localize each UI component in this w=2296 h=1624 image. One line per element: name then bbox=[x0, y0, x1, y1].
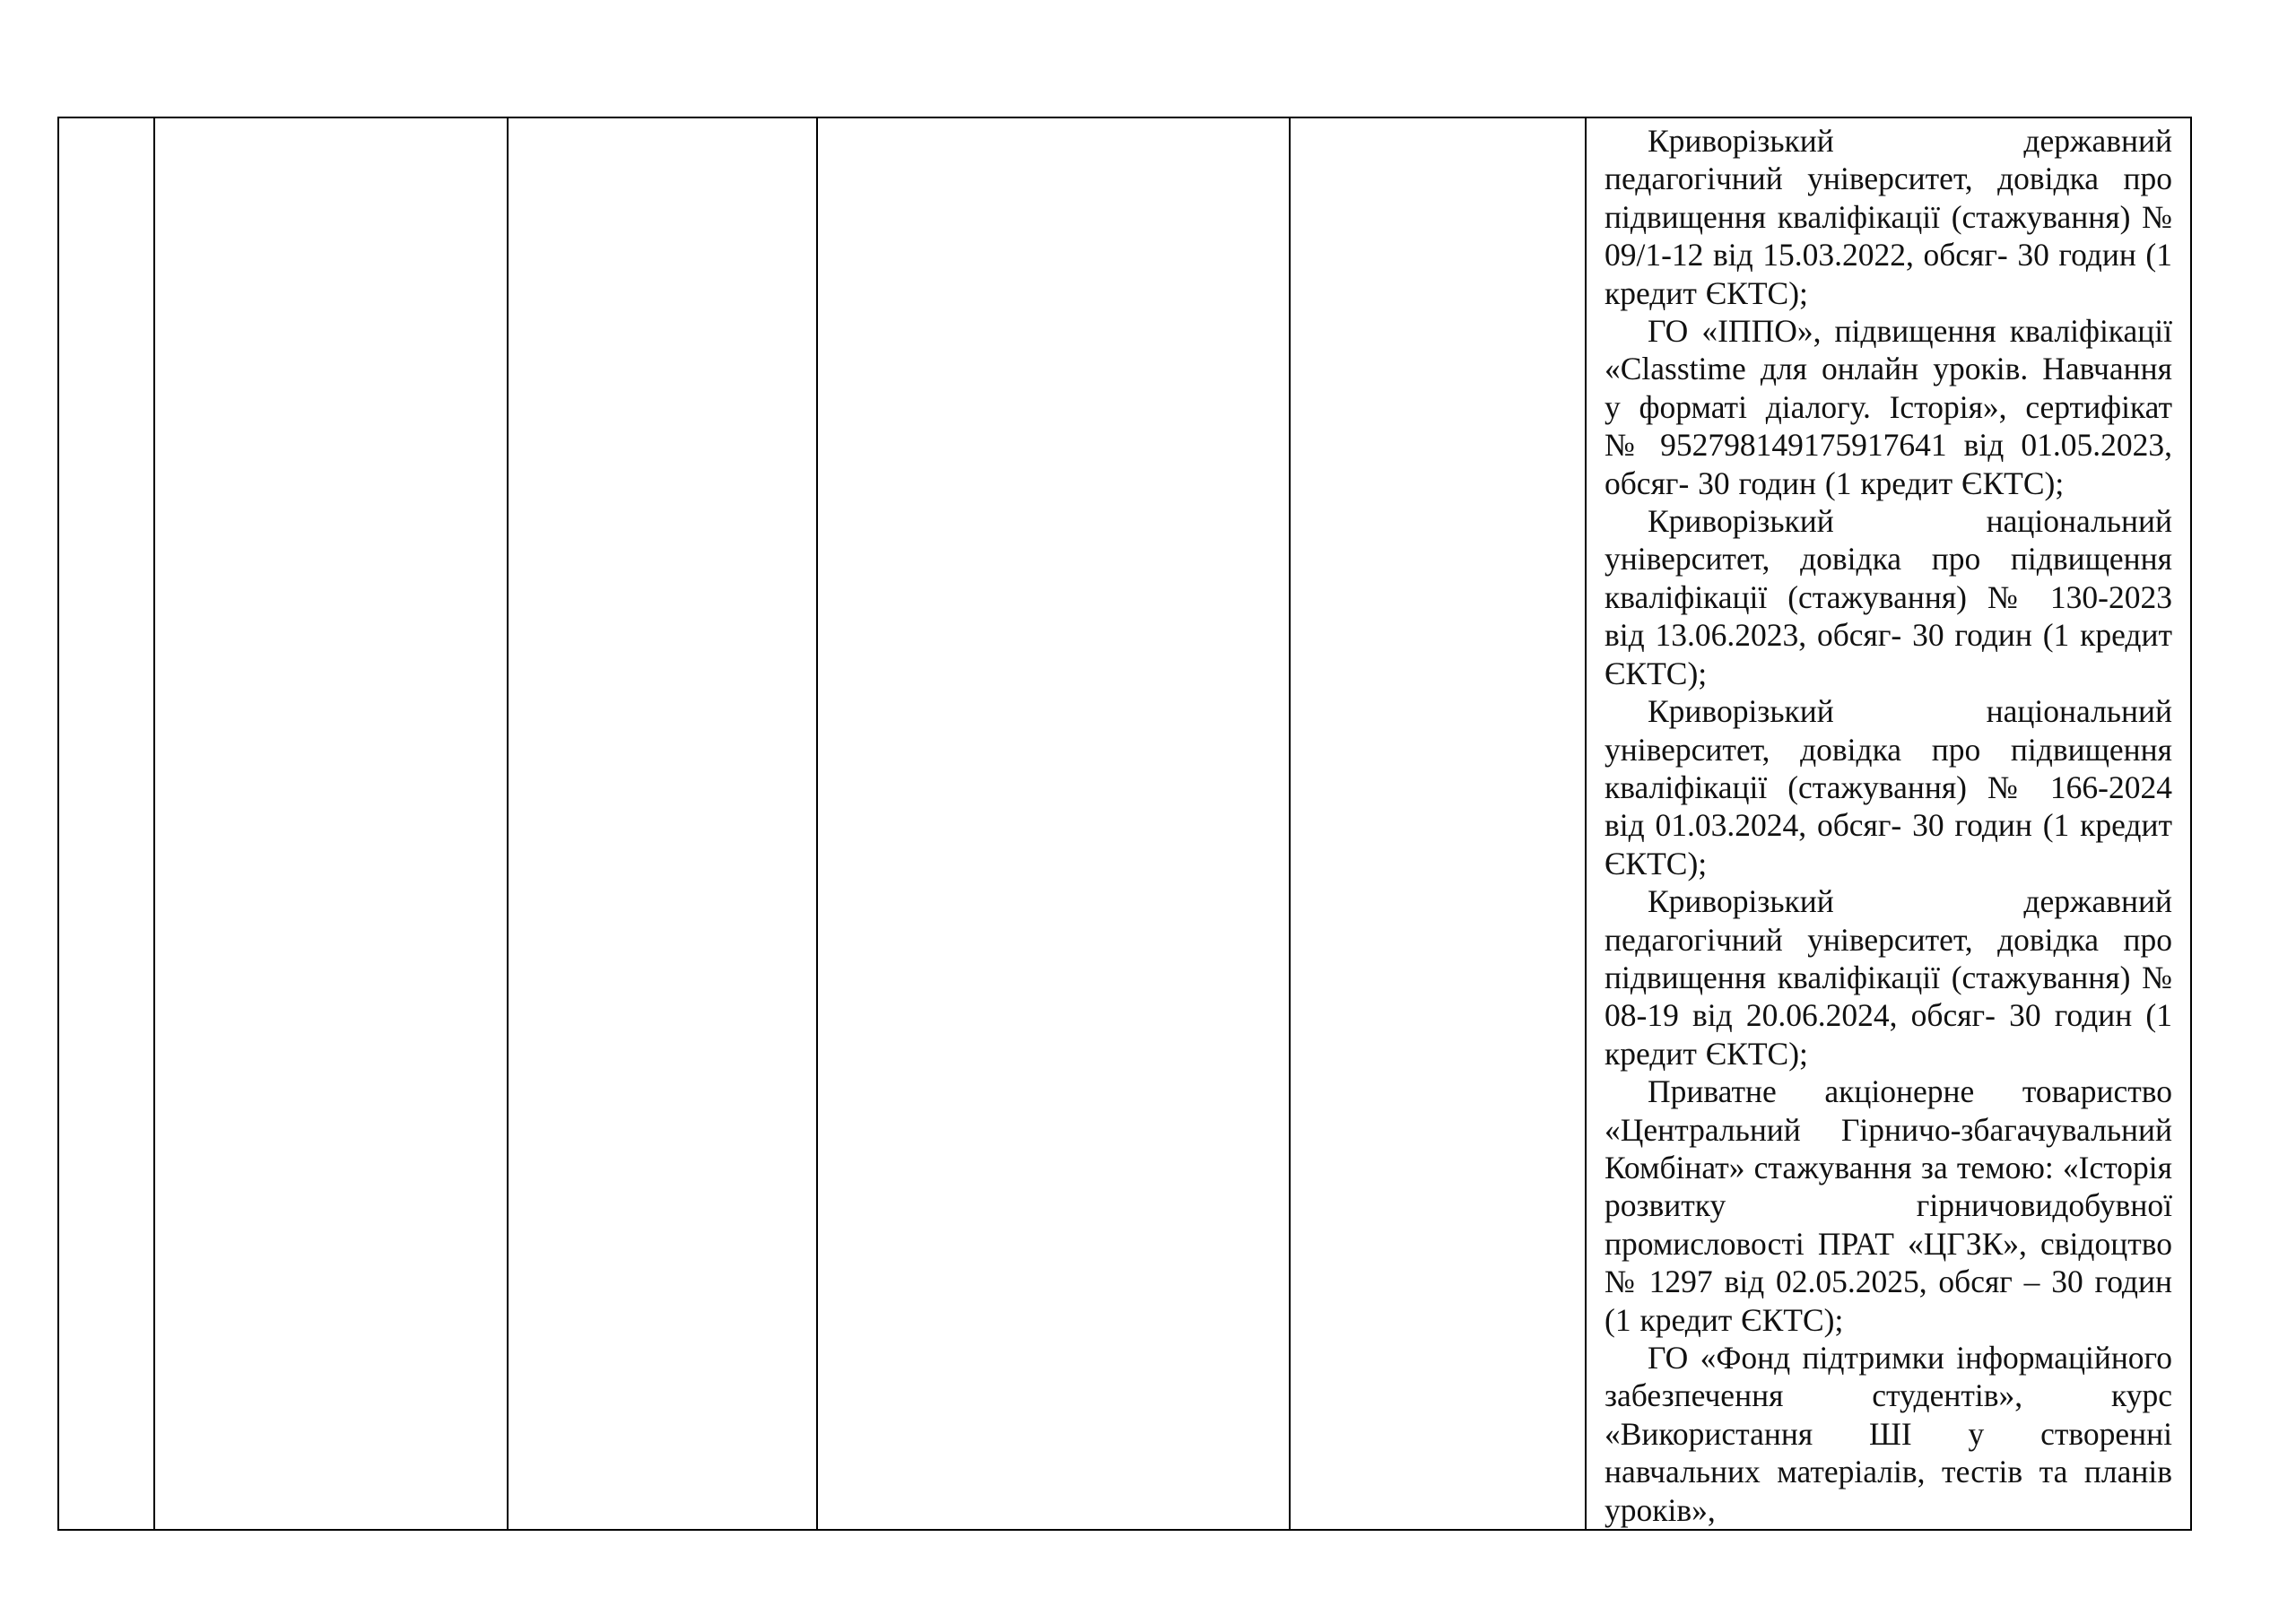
cell-column-4 bbox=[817, 117, 1290, 1530]
qualification-entry: Криворізький державний педагогічний університет, довідка про підвищення кваліфікації (стажування) № 09/1-12 від 15.03.2022, обсяг- 30 годин (1 кредит ЄКТС); bbox=[1605, 123, 2172, 311]
qualification-entry: ГО «Фонд підтримки інформаційного забезпечення студентів», курс «Використання ШІ у створенні навчальних матеріалів, тестів та планів уроків», bbox=[1605, 1340, 2172, 1528]
cell-column-5 bbox=[1290, 117, 1586, 1530]
cell-column-2 bbox=[154, 117, 508, 1530]
qualification-entry: Приватне акціонерне товариство «Центральний Гірничо-збагачувальний Комбінат» стажування за темою: «Історія розвитку гірничовидобувної промисловості ПРАТ «ЦГЗК», свідоцтво № 1297 від 02.05.2025, обсяг – 30 годин (1 кредит ЄКТС); bbox=[1605, 1073, 2172, 1338]
cell-qualification-list bbox=[1586, 117, 2191, 1530]
qualification-entry: Криворізький національний університет, довідка про підвищення кваліфікації (стажування) № 166-2024 від 01.03.2024, обсяг- 30 годин (1 кредит ЄКТС); bbox=[1605, 693, 2172, 881]
cell-column-3 bbox=[508, 117, 817, 1530]
table-row bbox=[58, 117, 2191, 1530]
qualification-entry: Криворізький державний педагогічний університет, довідка про підвищення кваліфікації (стажування) № 08-19 від 20.06.2024, обсяг- 30 годин (1 кредит ЄКТС); bbox=[1605, 883, 2172, 1072]
qualification-table bbox=[57, 117, 2192, 1531]
cell-number bbox=[58, 117, 154, 1530]
qualification-entry: ГО «ІППО», підвищення кваліфікації «Classtime для онлайн уроків. Навчання у форматі діалогу. Історія», сертифікат № 952798149175917641 від 01.05.2023, обсяг- 30 годин (1 кредит ЄКТС); bbox=[1605, 313, 2172, 501]
qualification-entry: Криворізький національний університет, довідка про підвищення кваліфікації (стажування) № 130-2023 від 13.06.2023, обсяг- 30 годин (1 кредит ЄКТС); bbox=[1605, 503, 2172, 691]
